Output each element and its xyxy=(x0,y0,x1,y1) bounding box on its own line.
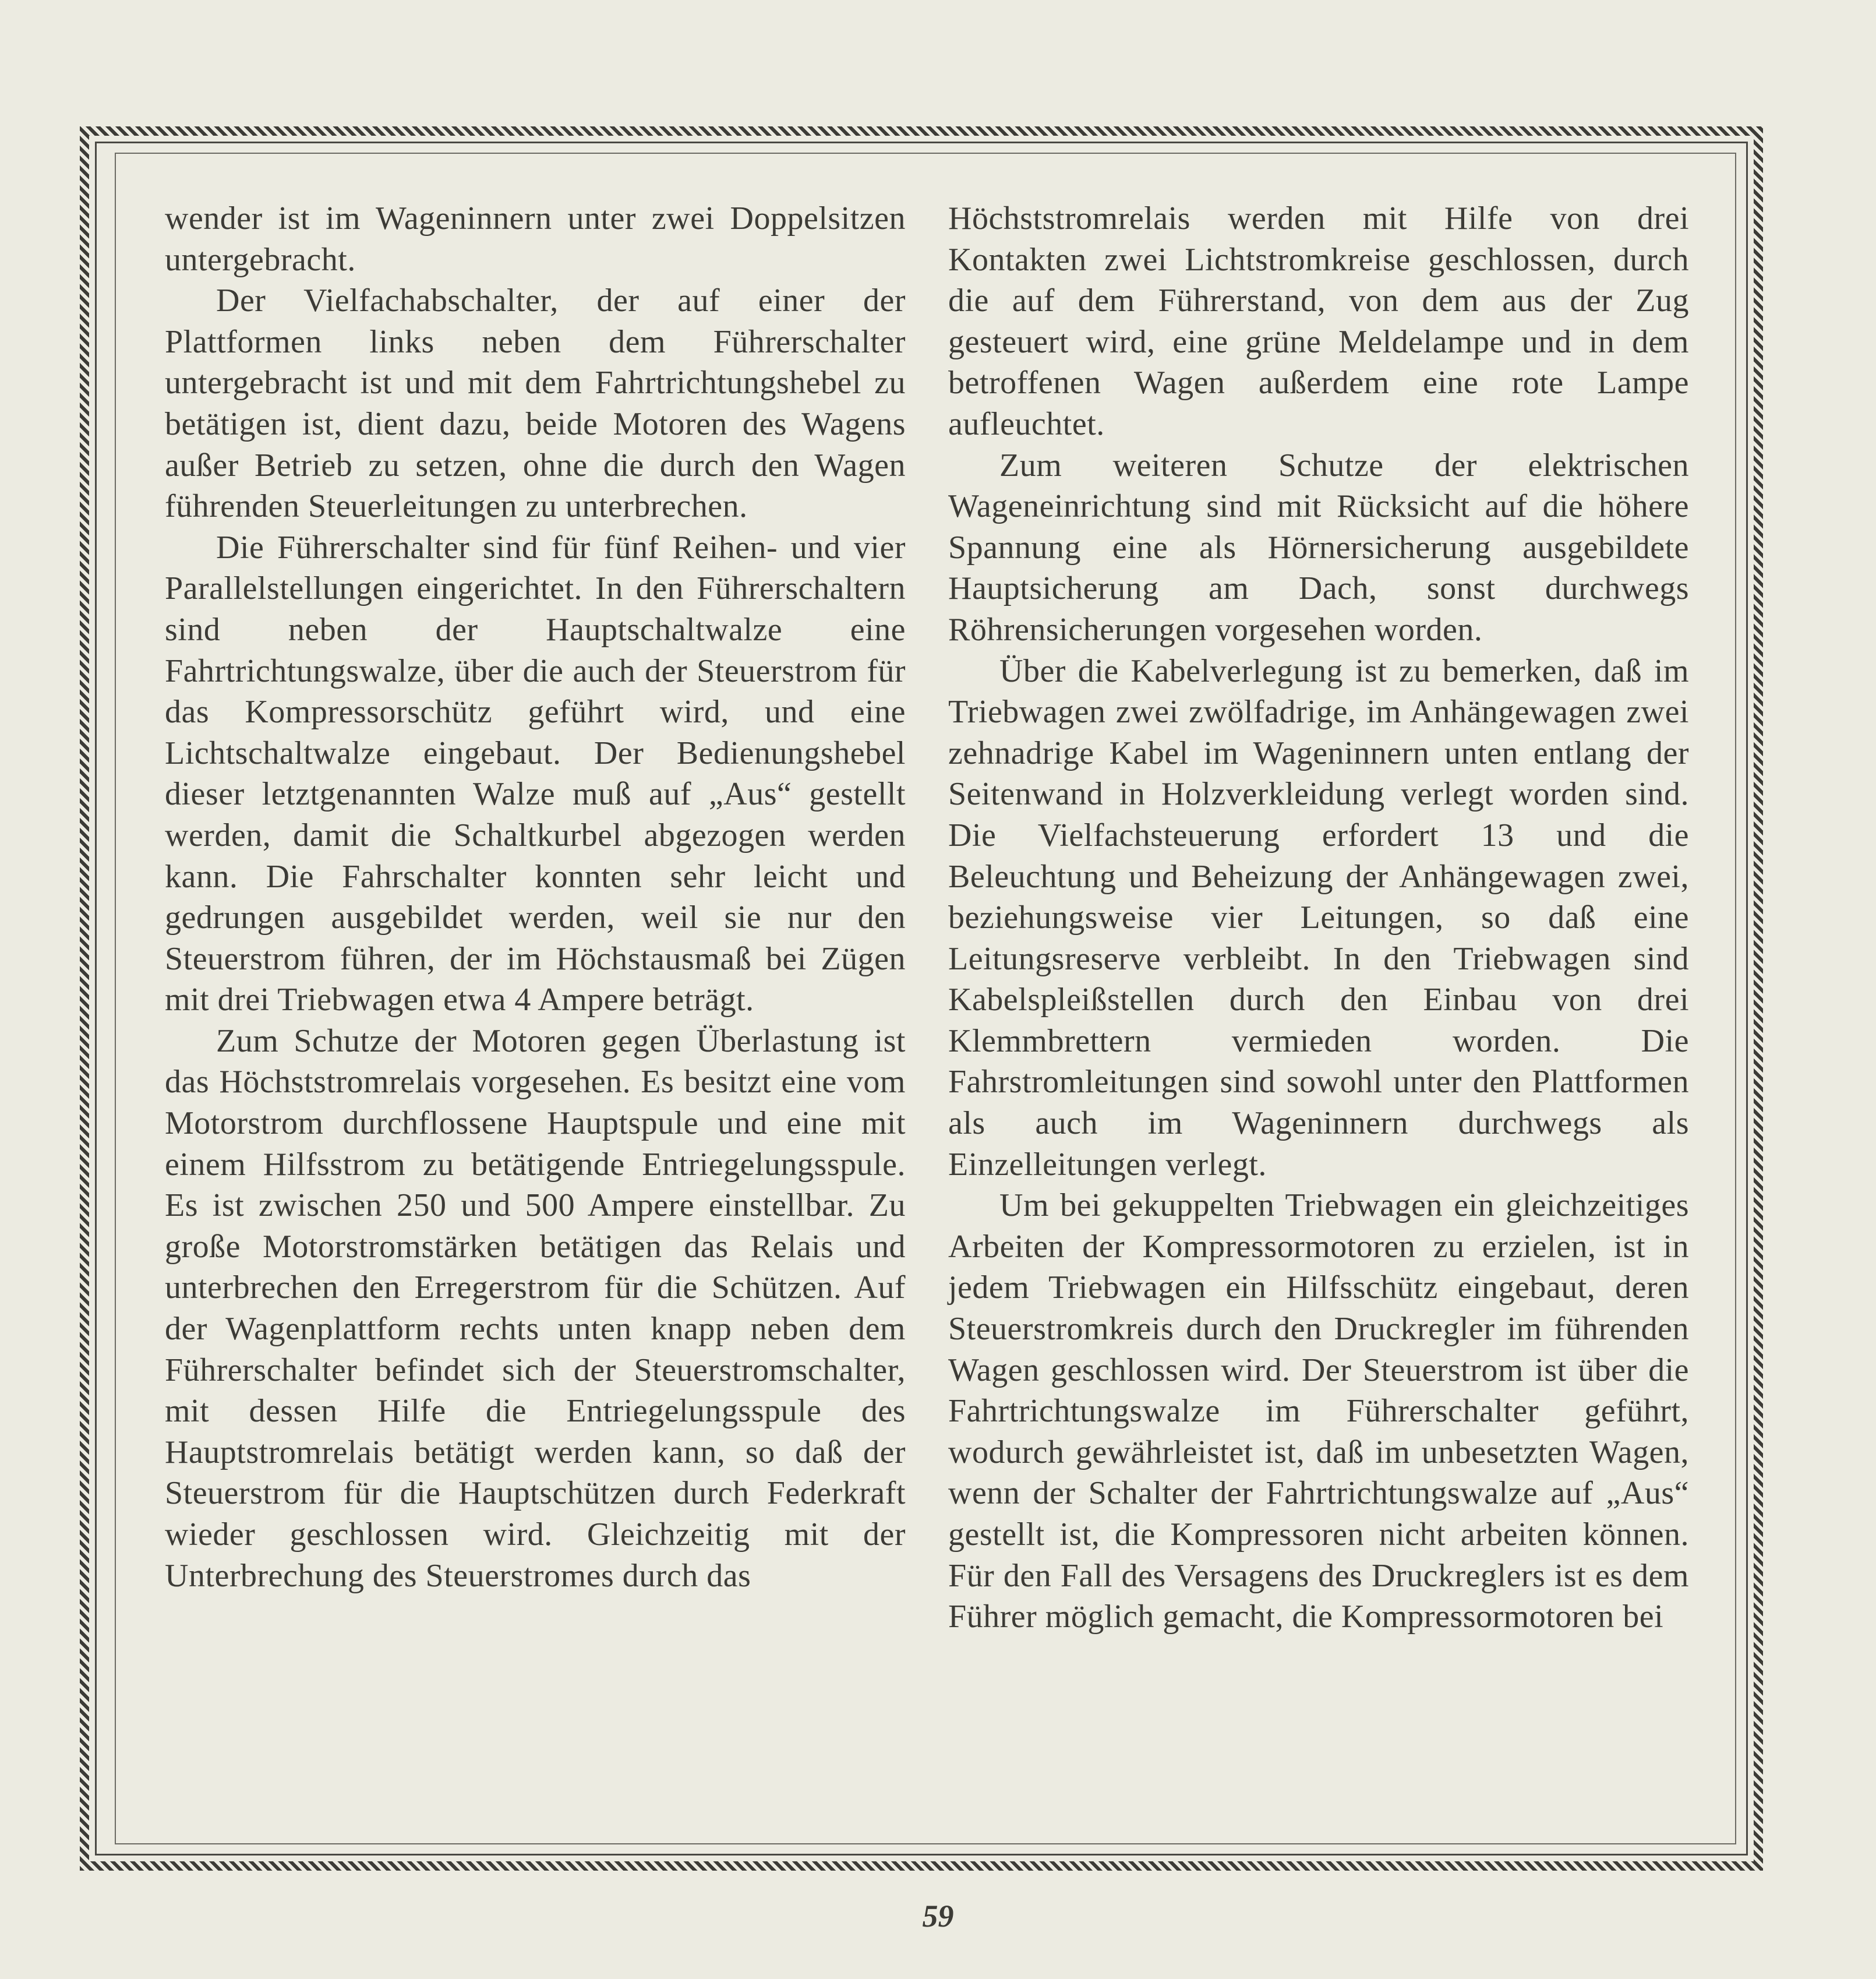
paragraph: Über die Kabelverlegung ist zu bemerken, daß im Triebwagen zwei zwölfadrige, im Anhängewagen zwei zehnadrige Kabel im Wageninnern unten entlang der Seitenwand in Holzverkleidung verlegt worden sind. Die Vielfachsteuerung erfordert 13 und die Beleuchtung und Beheizung der Anhängewagen zwei, beziehungsweise vier Leitungen, so daß eine Leitungsreserve verbleibt. In den Triebwagen sind Kabelspleißstellen durch den Einbau von drei Klemmbrettern vermieden worden. Die Fahrstromleitungen sind sowohl unter den Plattformen als auch im Wageninnern durchwegs als Einzelleitungen verlegt. xyxy=(948,652,1689,1183)
left-text-column xyxy=(165,198,906,1596)
paragraph: Zum weiteren Schutze der elektrischen Wageneinrichtung sind mit Rücksicht auf die höhere Spannung eine als Hörnersicherung ausgebildete Hauptsicherung am Dach, sonst durchwegs Röhrensicherungen vorgesehen worden. xyxy=(948,447,1689,648)
paragraph: wender ist im Wageninnern unter zwei Doppelsitzen untergebracht. xyxy=(165,200,906,278)
paragraph: Um bei gekuppelten Triebwagen ein gleichzeitiges Arbeiten der Kompressormotoren zu erzielen, ist in jedem Triebwagen ein Hilfsschütz eingebaut, deren Steuerstromkreis durch den Druckregler im führenden Wagen geschlossen wird. Der Steuerstrom ist über die Fahrtrichtungswalze im Führerschalter geführt, wodurch gewährleistet ist, daß im unbesetzten Wagen, wenn der Schalter der Fahrtrichtungswalze auf „Aus“ gestellt ist, die Kompressoren nicht arbeiten können. Für den Fall des Versagens des Druckreglers ist es dem Führer möglich gemacht, die Kompressormotoren bei xyxy=(948,1187,1689,1635)
paragraph: Die Führerschalter sind für fünf Reihen- und vier Parallelstellungen eingerichtet. In den Führerschaltern sind neben der Hauptschaltwalze eine Fahrtrichtungswalze, über die auch der Steuerstrom für das Kompressorschütz geführt wird, und eine Lichtschaltwalze eingebaut. Der Bedienungshebel dieser letztgenannten Walze muß auf „Aus“ gestellt werden, damit die Schaltkurbel abgezogen werden kann. Die Fahrschalter konnten sehr leicht und gedrungen ausgebildet werden, weil sie nur den Steuerstrom führen, der im Höchstausmaß bei Zügen mit drei Triebwagen etwa 4 Ampere beträgt. xyxy=(165,529,906,1018)
right-text-column xyxy=(948,198,1689,1638)
paragraph: Höchststromrelais werden mit Hilfe von drei Kontakten zwei Lichtstromkreise geschlossen, durch die auf dem Führerstand, von dem aus der Zug gesteuert wird, eine grüne Meldelampe und in dem betroffenen Wagen außerdem eine rote Lampe aufleuchtet. xyxy=(948,200,1689,442)
paragraph: Der Vielfachabschalter, der auf einer der Plattformen links neben dem Führerschalter untergebracht ist und mit dem Fahrtrichtungshebel zu betätigen ist, dient dazu, beide Motoren des Wagens außer Betrieb zu setzen, ohne die durch den Wagen führenden Steuerleitungen zu unterbrechen. xyxy=(165,283,906,525)
paragraph: Zum Schutze der Motoren gegen Überlastung ist das Höchststromrelais vorgesehen. Es besitzt eine vom Motorstrom durchflossene Hauptspule und eine mit einem Hilfsstrom zu betätigende Entriegelungsspule. Es ist zwischen 250 und 500 Ampere einstellbar. Zu große Motorstromstärken betätigen das Relais und unterbrechen den Erregerstrom für die Schützen. Auf der Wagenplattform rechts unten knapp neben dem Führerschalter befindet sich der Steuerstromschalter, mit dessen Hilfe die Entriegelungsspule des Hauptstromrelais betätigt werden kann, so daß der Steuerstrom für die Hauptschützen durch Federkraft wieder geschlossen wird. Gleichzeitig mit der Unterbrechung des Steuerstromes durch das xyxy=(165,1022,906,1594)
page-number: 59 xyxy=(922,1899,954,1934)
